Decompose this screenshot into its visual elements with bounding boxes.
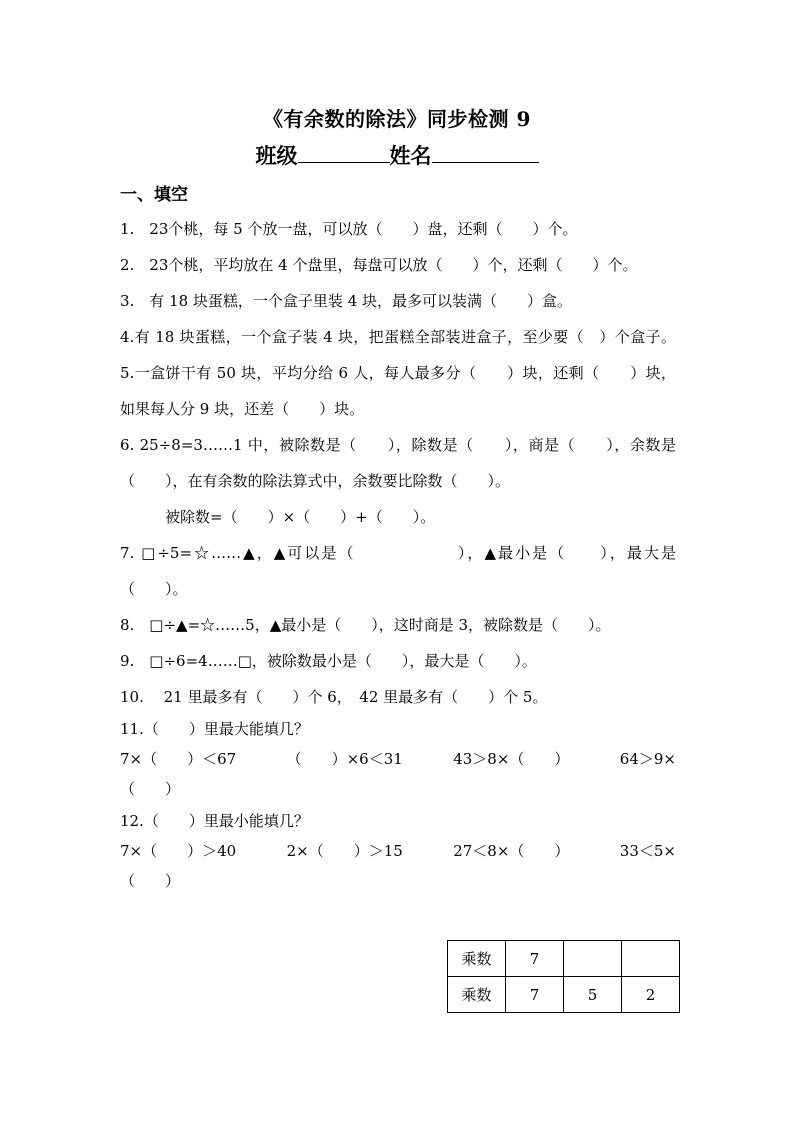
question-8: 8. □÷▲=☆……5，▲最小是（ ），这时商是 3，被除数是（ ）。 (120, 616, 611, 634)
question-2: 2. 23个桃，平均放在 4 个盘里，每盘可以放（ ）个，还剩（ ）个。 (120, 256, 638, 274)
question-12: 12.（ ）里最小能填几？ (120, 812, 309, 830)
multiplier-table (447, 940, 680, 1013)
question-6-line-2: （ ），在有余数的除法算式中，余数要比除数（ ）。 (120, 472, 511, 490)
table-cell: 7 (506, 977, 564, 1013)
q12-item-4: 33＜5× (619, 842, 676, 860)
q12-item-3: 27＜8×（ ） (453, 842, 570, 860)
table-cell[interactable] (622, 941, 680, 977)
class-blank[interactable] (298, 142, 390, 163)
table-cell: 5 (564, 977, 622, 1013)
q12-item-2: 2×（ ）＞15 (286, 842, 403, 860)
question-6-line-3: 被除数=（ ）×（ ）+（ ）。 (165, 508, 436, 526)
question-6-line-1: 6. 25÷8=3……1 中，被除数是（ ），除数是（ ），商是（ ），余数是 (120, 436, 676, 454)
question-10: 10. 21 里最多有（ ）个 6， 42 里最多有（ ）个 5。 (120, 688, 548, 706)
question-11-continuation: （ ） (120, 780, 181, 798)
question-7-line-1: 7. □÷5=☆……▲，▲可以是（ ），▲最小是（ ），最大是 (120, 544, 676, 562)
q12-item-1: 7×（ ）＞40 (120, 842, 237, 860)
table-cell[interactable] (564, 941, 622, 977)
table-cell: 7 (506, 941, 564, 977)
question-5-line-2: 如果每人分 9 块，还差（ ）块。 (120, 400, 365, 418)
table-row (448, 977, 680, 1013)
table-row (448, 941, 680, 977)
question-11: 11.（ ）里最大能填几？ (120, 720, 309, 738)
name-blank[interactable] (432, 142, 539, 163)
class-label: 班级 (255, 143, 298, 168)
table-cell: 乘数 (448, 977, 506, 1013)
q11-item-3: 43＞8×（ ） (453, 750, 570, 768)
table-cell: 乘数 (448, 941, 506, 977)
page-title: 《有余数的除法》同步检测 9 (263, 107, 531, 131)
question-1: 1. 23个桃，每 5 个放一盘，可以放（ ）盘，还剩（ ）个。 (120, 220, 578, 238)
q11-item-1: 7×（ ）＜67 (120, 750, 237, 768)
question-12-items (120, 840, 676, 861)
student-info-line (0, 140, 794, 170)
question-12-continuation: （ ） (120, 872, 181, 890)
q11-item-2: （ ）×6＜31 (286, 750, 403, 768)
table-cell: 2 (622, 977, 680, 1013)
q11-item-4: 64＞9× (619, 750, 676, 768)
question-11-items (120, 748, 676, 769)
question-9: 9. □÷6=4……□，被除数最小是（ ），最大是（ ）。 (120, 652, 537, 670)
name-label: 姓名 (389, 143, 432, 168)
question-5-line-1: 5.一盒饼干有 50 块，平均分给 6 人，每人最多分（ ）块，还剩（ ）块， (120, 364, 676, 382)
section-heading: 一、填空 (120, 185, 188, 205)
question-4: 4.有 18 块蛋糕，一个盒子装 4 块，把蛋糕全部装进盒子，至少要（ ）个盒子。 (120, 328, 676, 346)
question-3: 3. 有 18 块蛋糕，一个盒子里装 4 块，最多可以装满（ ）盒。 (120, 292, 573, 310)
question-7-line-2: （ ）。 (120, 580, 188, 598)
